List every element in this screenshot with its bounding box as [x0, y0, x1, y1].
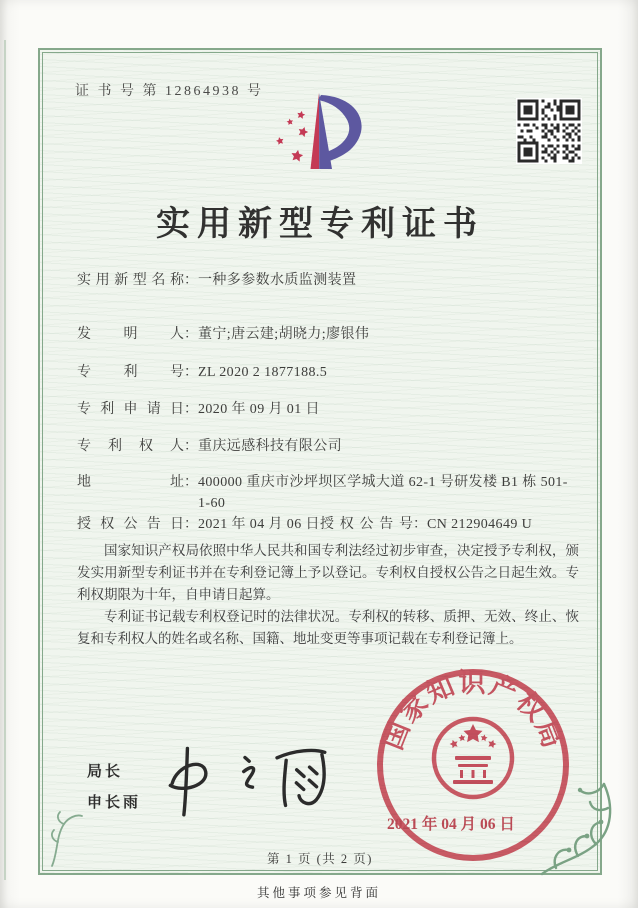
field-value: 400000 重庆市沙坪坝区学城大道 62-1 号研发楼 B1 栋 501-1-60 [198, 475, 568, 511]
seal-date: 2021 年 04 月 06 日 [387, 816, 515, 833]
field-value: 一种多参数水质监测装置 [198, 273, 357, 288]
field-row-grant [77, 514, 582, 535]
field-label: 专利号 [77, 365, 184, 380]
legal-paragraphs [77, 540, 579, 650]
paragraph-grant-statement: 国家知识产权局依照中华人民共和国专利法经过初步审查，决定授予专利权，颁发实用新型专利证书并在专利登记簿上予以登记。专利权自授权公告之日起生效。专利权期限为十年，自申请日起算。 [77, 543, 579, 602]
field-row-name [77, 270, 582, 291]
field-label: 授权公告号 [320, 517, 413, 532]
cnipa-logo-icon [255, 85, 407, 187]
field-value: ZL 2020 2 1877188.5 [198, 365, 328, 380]
field-label: 专利权人 [77, 439, 184, 454]
page-number: 第 1 页 (共 2 页) [267, 852, 373, 866]
field-label: 授权公告日 [77, 517, 184, 532]
field-row-patent-no [77, 362, 582, 383]
field-colon: ： [413, 517, 427, 532]
field-label: 实用新型名称 [77, 273, 184, 288]
field-row-patentee [77, 436, 582, 457]
corner-ornament-icon [538, 778, 616, 886]
national-emblem-icon [434, 719, 512, 797]
field-label: 发明人 [77, 327, 184, 342]
field-value: CN 212904649 U [427, 517, 533, 532]
scan-edge-line [4, 40, 6, 880]
field-row-filing-date [77, 399, 582, 420]
field-colon: ： [184, 517, 198, 532]
back-note: 其他事项参见背面 [256, 886, 381, 900]
field-value: 2020 年 09 月 01 日 [198, 402, 320, 417]
field-colon: ： [184, 365, 198, 380]
svg-text:国家知识产权局 [377, 668, 568, 754]
certificate-number: 证 书 号 第 12864938 号 [75, 84, 264, 99]
fields-block [77, 270, 582, 535]
signer-name: 申长雨 [87, 795, 142, 811]
field-value: 董宁;唐云建;胡晓力;廖银伟 [198, 327, 370, 342]
paragraph-register-statement: 专利证书记载专利权登记时的法律状况。专利权的转移、质押、无效、终止、恢复和专利权人的姓名或名称、国籍、地址变更等事项记载在专利登记簿上。 [77, 609, 579, 646]
field-row-inventors [77, 324, 582, 345]
field-colon: ： [184, 327, 198, 342]
grant-number-group [320, 514, 532, 535]
field-label: 地址 [77, 475, 184, 490]
field-value: 重庆远感科技有限公司 [198, 439, 342, 454]
field-colon: ： [184, 475, 198, 490]
field-value: 2021 年 04 月 06 日 [198, 517, 320, 532]
signer-title: 局长 [87, 764, 124, 780]
certificate-frame [38, 48, 602, 875]
certificate-title: 实用新型专利证书 [156, 206, 484, 243]
field-colon: ： [184, 273, 198, 288]
field-colon: ： [184, 402, 198, 417]
field-label: 专利申请日 [77, 402, 184, 417]
qr-code [516, 98, 582, 164]
field-row-address [77, 472, 582, 514]
signature-icon [158, 733, 353, 821]
field-colon: ： [184, 439, 198, 454]
seal-text: 国家知识产权局 [377, 667, 569, 754]
